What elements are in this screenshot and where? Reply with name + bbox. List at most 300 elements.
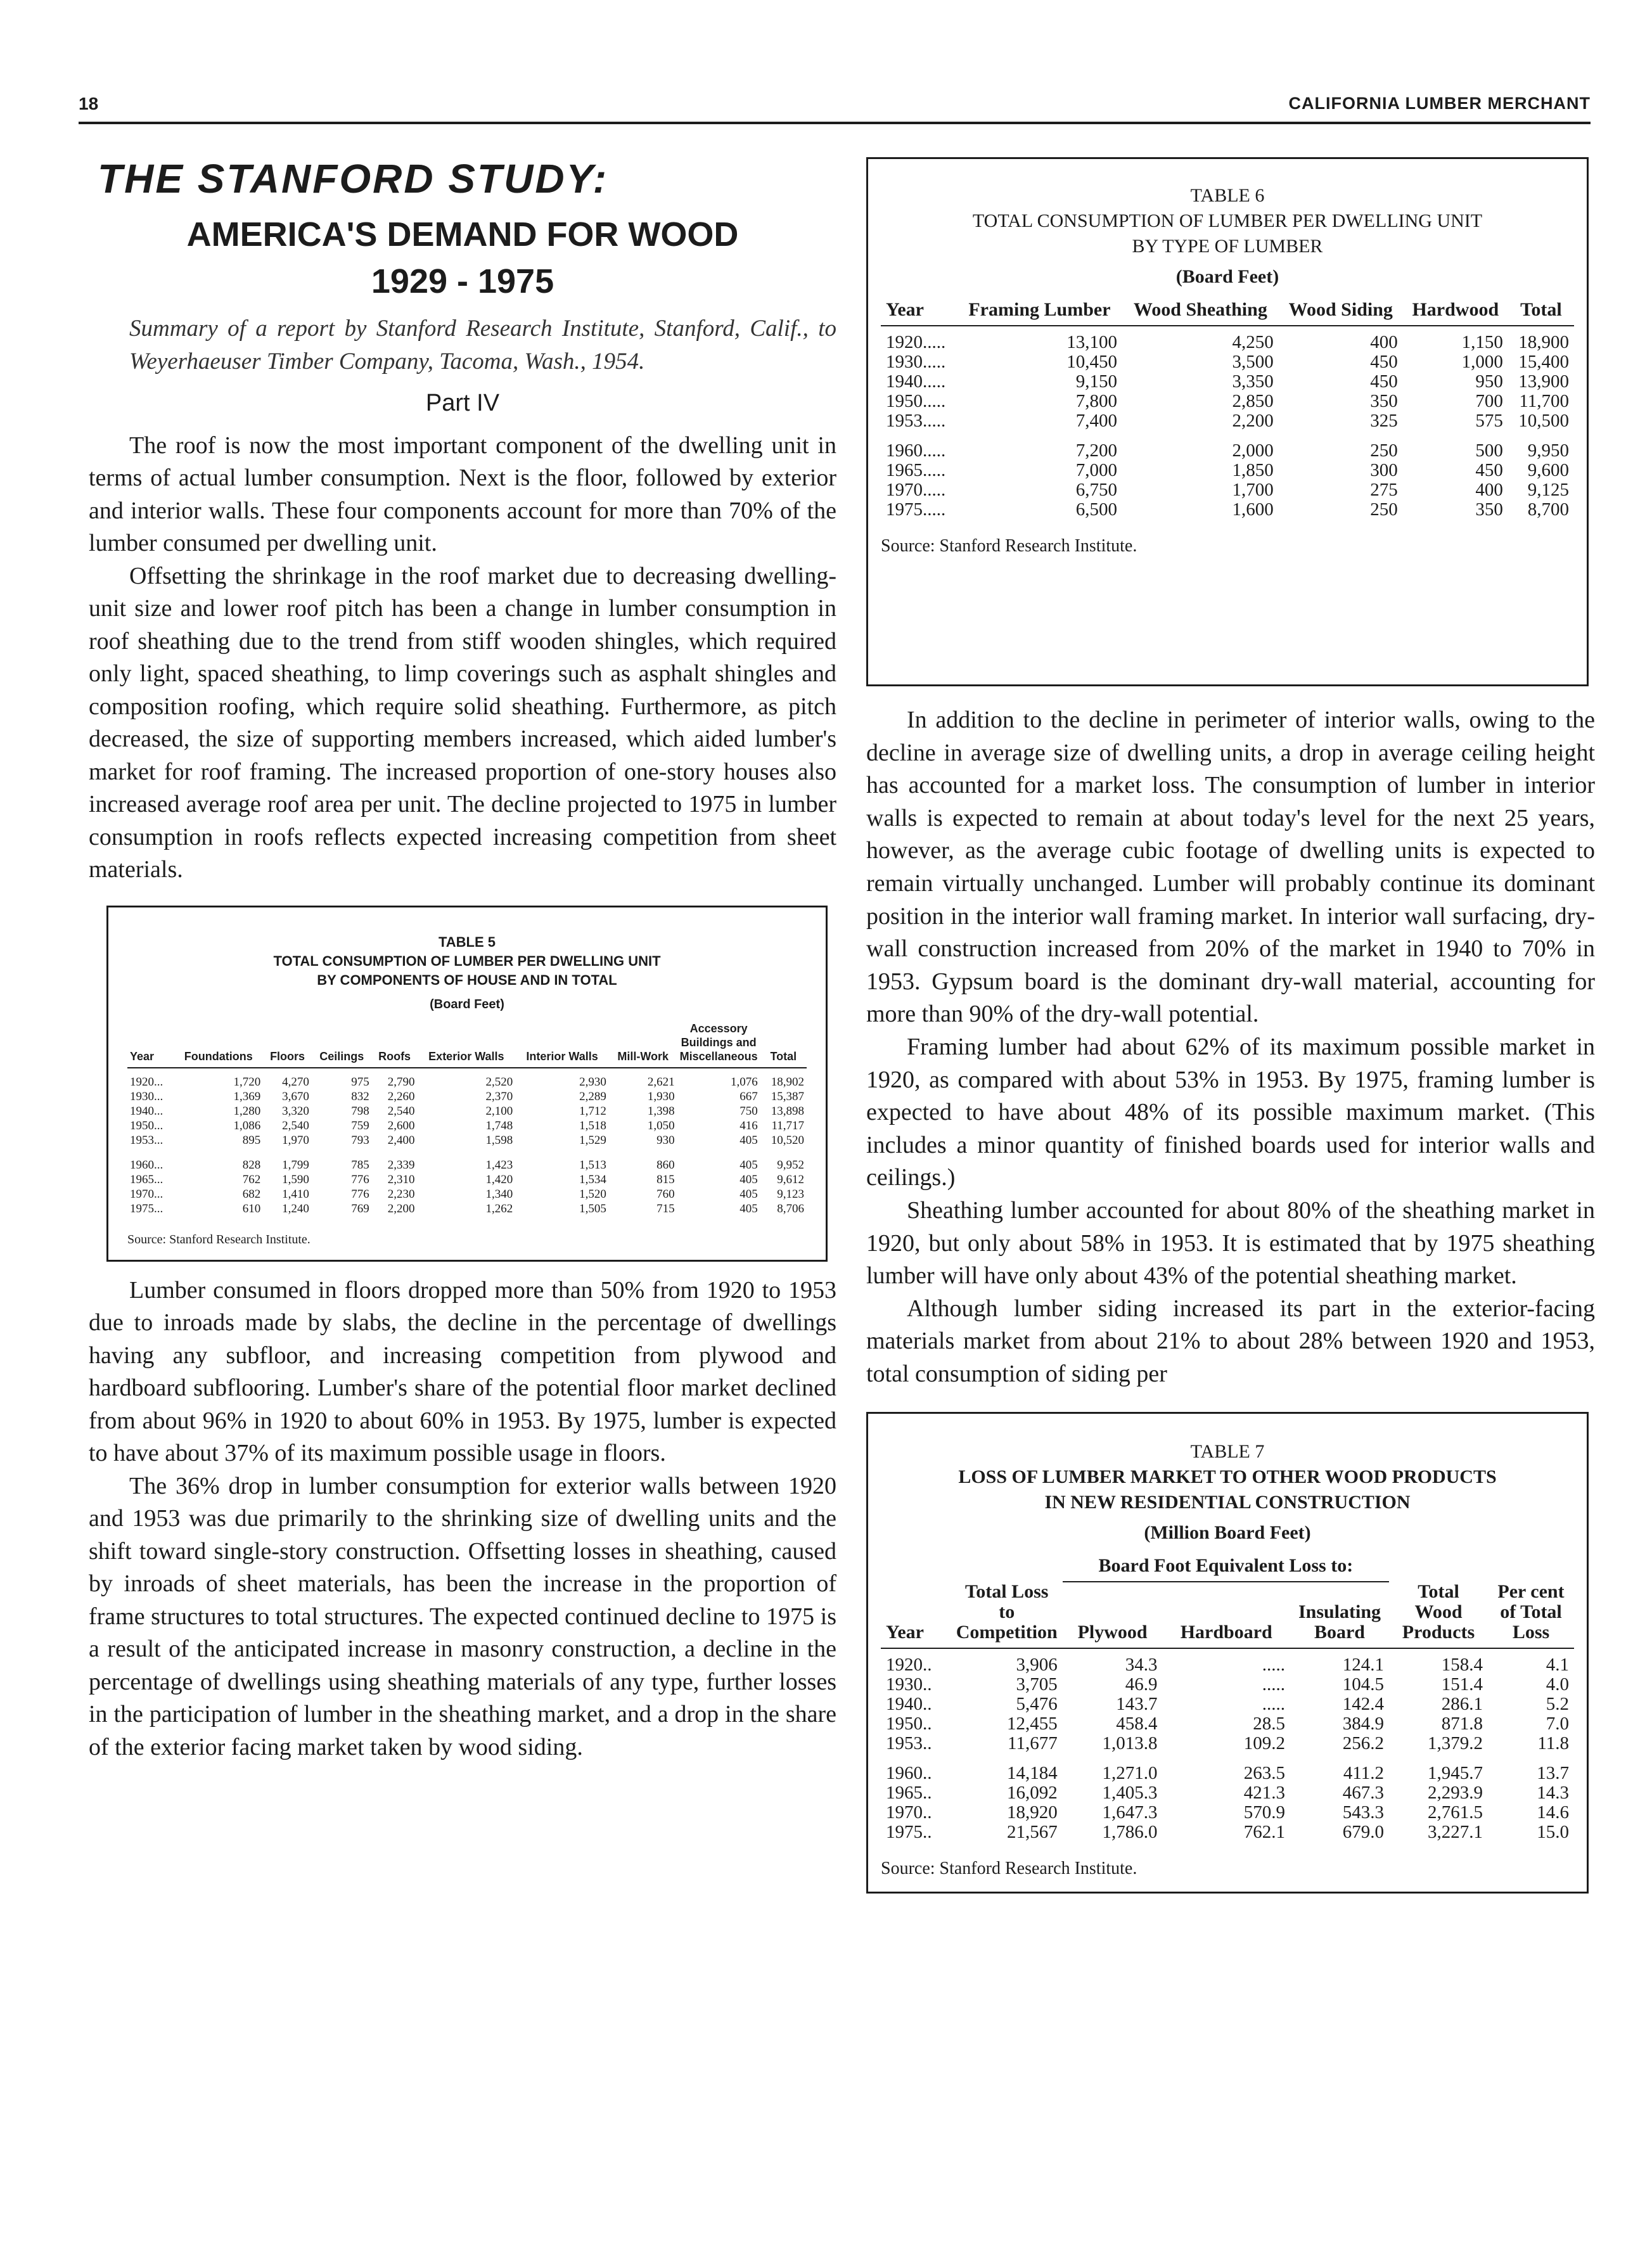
header-rule [79, 122, 1591, 124]
table-row [881, 1714, 1574, 1734]
table-cell: 467.3 [1342, 1783, 1384, 1804]
column-header: Year [881, 300, 957, 326]
row-year: 1950..... [886, 391, 946, 411]
table-cell: 9,600 [1527, 460, 1569, 480]
row-year: 1950... [130, 1118, 163, 1132]
table-cell: 11.8 [1537, 1733, 1569, 1754]
table-7-header-row [881, 1582, 1574, 1648]
table-row [127, 1133, 807, 1148]
table-6-box [866, 157, 1589, 686]
table-cell: 1,369 [233, 1089, 261, 1103]
column-header: Ceilings [312, 1022, 372, 1068]
table-cell: 500 [1475, 440, 1503, 461]
table-cell: 1,423 [485, 1158, 513, 1172]
table-cell: 2,540 [282, 1118, 309, 1132]
table-cell: 28.5 [1253, 1714, 1285, 1734]
table-cell: 10,500 [1518, 411, 1569, 431]
row-year: 1960.. [886, 1763, 932, 1784]
table-cell: 815 [656, 1172, 675, 1186]
table-cell: 895 [242, 1133, 261, 1147]
table-row [881, 1734, 1574, 1753]
table-row [127, 1202, 807, 1216]
row-year: 1930... [130, 1089, 163, 1103]
table-row [127, 1089, 807, 1104]
column-header: Wood Sheathing [1122, 300, 1279, 326]
column-header: Wood Siding [1279, 300, 1403, 326]
table-5-unit: (Board Feet) [430, 997, 504, 1011]
table-cell: 11,717 [771, 1118, 804, 1132]
table-cell: 769 [351, 1202, 369, 1215]
table-cell: 275 [1370, 480, 1398, 500]
table-6-body [881, 326, 1574, 520]
column-header: Floors [263, 1022, 312, 1068]
table-cell: 1,529 [579, 1133, 606, 1147]
row-year: 1920... [130, 1075, 163, 1089]
table-cell: 2,200 [1232, 411, 1274, 431]
table-cell: 1,598 [485, 1133, 513, 1147]
row-year: 1953..... [886, 411, 946, 431]
table-cell: 109.2 [1243, 1733, 1285, 1754]
table-cell: 450 [1370, 371, 1398, 392]
table-cell: 10,520 [771, 1133, 804, 1147]
table-cell: 2,930 [579, 1075, 606, 1089]
table-cell: 762.1 [1243, 1822, 1285, 1843]
table-cell: 1,000 [1461, 352, 1503, 372]
table-cell: 2,293.9 [1428, 1783, 1483, 1804]
body-paragraph: Offsetting the shrinkage in the roof market due to decreasing dwelling-unit size and lower roof pitch has been a change in lumber consumption in roof sheathing due to the trend from stiff wooden shingles, which required only light, spaced sheathing, to limp coverings such as asphalt shingles and composition roofing, which require solid sheathing. Furthermore, as pitch decreased, the size of supporting members increased, which aided lumber's market for roof framing. The increased proportion of one-story houses also increased average roof area per unit. The decline projected to 1975 in lumber consumption in roofs reflects expected increasing competition from sheet materials. [89, 562, 836, 883]
table-cell: 975 [351, 1075, 369, 1089]
page-number: 18 [79, 94, 99, 113]
column-header: Year [881, 1582, 951, 1648]
table-cell: 2,370 [485, 1089, 513, 1103]
body-paragraph: The 36% drop in lumber consumption for exterior walls between 1920 and 1953 was due primarily to the shrinking size of dwelling units and the shift toward single-story construction. Offsetting losses in sheathing, caused by inroads of sheet materials, has been the increase in the proportion of frame structures to total structures. The expected continued decline to 1975 is a result of the anticipated increase in masonry construction, a decline in the percentage of dwellings using sheathing materials of any type, further losses in the participation of lumber in the sheathing market, and a drop in the share of the exterior facing market taken by wood siding. [89, 1472, 836, 1760]
table-cell: 15.0 [1537, 1822, 1569, 1843]
table-row [881, 500, 1574, 520]
body-paragraph: Although lumber siding increased its part in the exterior-facing materials market from about 21% to about 28% between 1920 and 1953, total consumption of siding per [866, 1295, 1595, 1387]
table-cell: 2,260 [387, 1089, 415, 1103]
table-cell: 1,271.0 [1102, 1763, 1158, 1784]
table-cell: 6,750 [1075, 480, 1118, 500]
table-row [127, 1104, 807, 1118]
row-year: 1965... [130, 1172, 163, 1186]
table-cell: 700 [1475, 391, 1503, 411]
body-paragraph: Lumber consumed in floors dropped more than 50% from 1920 to 1953 due to inroads made by slabs, the decline in the percentage of dwellings having any subfloor, and increasing competition from plywood and hardboard subflooring. Lumber's share of the potential floor market declined from about 96% in 1920 to about 60% in 1953. By 1975, lumber is expected to have about 37% of its maximum possible usage in floors. [89, 1276, 836, 1467]
table-5-label: TABLE 5 [438, 933, 496, 950]
row-year: 1920.. [886, 1655, 932, 1676]
row-year: 1953.. [886, 1733, 932, 1754]
table-cell: 4.1 [1546, 1655, 1569, 1676]
table-cell: 104.5 [1342, 1674, 1384, 1695]
table-row [881, 1675, 1574, 1695]
table-cell: 2,850 [1232, 391, 1274, 411]
table-cell: 15,387 [771, 1089, 804, 1103]
article-years: 1929 - 1975 [371, 262, 554, 300]
table-cell: 760 [656, 1187, 675, 1201]
table-cell: 350 [1370, 391, 1398, 411]
table-cell: 2,761.5 [1428, 1802, 1483, 1823]
table-cell: 871.8 [1441, 1714, 1483, 1734]
table-cell: 400 [1475, 480, 1503, 500]
table-cell: 1,262 [485, 1202, 513, 1215]
column-header: Total Wood Products [1389, 1582, 1488, 1648]
table-cell: 11,700 [1519, 391, 1569, 411]
row-year: 1975.. [886, 1822, 932, 1843]
table-cell: 1,513 [579, 1158, 606, 1172]
table-cell: 1,600 [1232, 499, 1274, 520]
table-cell: 6,500 [1075, 499, 1118, 520]
table-cell: 18,902 [771, 1075, 804, 1089]
column-header: Total [760, 1022, 807, 1068]
table-cell: 300 [1370, 460, 1398, 480]
table-cell: 7,800 [1075, 391, 1118, 411]
table-cell: 450 [1475, 460, 1503, 480]
table-cell: 9,123 [777, 1187, 804, 1201]
table-cell: 776 [351, 1187, 369, 1201]
table-cell: 1,799 [282, 1158, 309, 1172]
table-cell: 1,013.8 [1102, 1733, 1158, 1754]
table-row [881, 326, 1574, 352]
table-cell: 2,621 [647, 1075, 675, 1089]
body-paragraph: The roof is now the most important component of the dwelling unit in terms of actual lumber consumption. Next is the floor, followed by exterior and interior walls. These four components account for more than 70% of the lumber consumed per dwelling unit. [89, 432, 836, 557]
table-cell: 11,677 [1008, 1733, 1058, 1754]
table-cell: 2,400 [387, 1133, 415, 1147]
table-5-title-line-2: BY COMPONENTS OF HOUSE AND IN TOTAL [317, 971, 617, 988]
table-cell: 1,150 [1461, 332, 1503, 352]
column-header: Insulating Board [1290, 1582, 1389, 1648]
table-cell: 2,600 [387, 1118, 415, 1132]
table-cell: 3,350 [1232, 371, 1274, 392]
table-cell: 400 [1370, 332, 1398, 352]
table-row [881, 411, 1574, 431]
table-cell: 1,398 [647, 1104, 675, 1118]
table-cell: 2,100 [485, 1104, 513, 1118]
table-cell: 3,500 [1232, 352, 1274, 372]
table-row [881, 1695, 1574, 1714]
left-column [89, 139, 836, 1764]
table-cell: 1,647.3 [1102, 1802, 1158, 1823]
table-cell: 832 [351, 1089, 369, 1103]
table-cell: ..... [1262, 1694, 1285, 1715]
table-cell: 1,534 [579, 1172, 606, 1186]
table-5-header-row [127, 1022, 807, 1068]
table-cell: 34.3 [1125, 1655, 1158, 1676]
row-year: 1920..... [886, 332, 946, 352]
row-year: 1965.. [886, 1783, 932, 1804]
table-cell: 286.1 [1441, 1694, 1483, 1715]
table-cell: 930 [656, 1133, 675, 1147]
table-cell: 759 [351, 1118, 369, 1132]
table-cell: 1,505 [579, 1202, 606, 1215]
table-cell: 1,970 [282, 1133, 309, 1147]
table-cell: 405 [740, 1158, 758, 1172]
table-row [127, 1068, 807, 1089]
table-cell: 450 [1370, 352, 1398, 372]
row-year: 1950.. [886, 1714, 932, 1734]
right-column [866, 157, 1595, 1894]
table-cell: 1,786.0 [1102, 1822, 1158, 1843]
table-cell: 384.9 [1342, 1714, 1384, 1734]
row-year: 1940..... [886, 371, 946, 392]
table-5-box [106, 906, 828, 1262]
table-cell: 1,850 [1232, 460, 1274, 480]
table-cell: 785 [351, 1158, 369, 1172]
table-cell: 411.2 [1343, 1763, 1384, 1784]
table-row [881, 1753, 1574, 1783]
table-6-title-line-2: BY TYPE OF LUMBER [1132, 236, 1323, 257]
column-header: Hardboard [1162, 1582, 1290, 1648]
table-cell: 793 [351, 1133, 369, 1147]
table-cell: 1,590 [282, 1172, 309, 1186]
article-headline: AMERICA'S DEMAND FOR WOOD [186, 215, 739, 253]
table-cell: 5,476 [1016, 1694, 1058, 1715]
table-cell: 3,227.1 [1428, 1822, 1483, 1843]
row-year: 1975... [130, 1202, 163, 1215]
table-row [881, 1823, 1574, 1842]
table-cell: 4,270 [282, 1075, 309, 1089]
table-cell: 1,700 [1232, 480, 1274, 500]
table-cell: 250 [1370, 499, 1398, 520]
table-cell: 2,230 [387, 1187, 415, 1201]
table-cell: 679.0 [1342, 1822, 1384, 1843]
table-cell: 16,092 [1006, 1783, 1058, 1804]
table-cell: 667 [740, 1089, 758, 1103]
column-header: Roofs [372, 1022, 418, 1068]
table-cell: 1,340 [485, 1187, 513, 1201]
table-7-unit: (Million Board Feet) [1144, 1522, 1311, 1544]
table-cell: 142.4 [1342, 1694, 1384, 1715]
row-year: 1970.. [886, 1802, 932, 1823]
table-cell: 7,200 [1075, 440, 1118, 461]
table-7-box [866, 1412, 1589, 1894]
row-year: 1975..... [886, 499, 946, 520]
table-cell: 18,900 [1518, 332, 1569, 352]
table-cell: ..... [1262, 1674, 1285, 1695]
table-row [881, 372, 1574, 392]
table-cell: 1,712 [579, 1104, 606, 1118]
table-cell: 7,000 [1075, 460, 1118, 480]
table-cell: 7.0 [1546, 1714, 1569, 1734]
table-cell: 9,125 [1527, 480, 1569, 500]
table-cell: 14.3 [1537, 1783, 1569, 1804]
table-cell: 828 [242, 1158, 261, 1172]
table-cell: 405 [740, 1202, 758, 1215]
table-cell: 21,567 [1006, 1822, 1058, 1843]
table-6-source: Source: Stanford Research Institute. [881, 536, 1137, 556]
table-cell: 12,455 [1006, 1714, 1058, 1734]
table-cell: 798 [351, 1104, 369, 1118]
table-row [881, 480, 1574, 500]
article-summary: Summary of a report by Stanford Research Institute, Stanford, Calif., to Weyerhaeuser Timber Company, Tacoma, Wash., 1954. [129, 315, 836, 375]
table-cell: 405 [740, 1133, 758, 1147]
table-cell: 2,200 [387, 1202, 415, 1215]
column-header: Plywood [1063, 1582, 1163, 1648]
table-cell: 325 [1370, 411, 1398, 431]
table-cell: 124.1 [1342, 1655, 1384, 1676]
table-cell: 3,320 [282, 1104, 309, 1118]
row-year: 1940.. [886, 1694, 932, 1715]
table-5-source: Source: Stanford Research Institute. [127, 1232, 311, 1247]
column-header: Mill-Work [609, 1022, 677, 1068]
table-7-source: Source: Stanford Research Institute. [881, 1859, 1137, 1879]
table-cell: 3,906 [1016, 1655, 1058, 1676]
table-cell: 1,720 [233, 1075, 261, 1089]
row-year: 1940... [130, 1104, 163, 1118]
column-header: Per cent of Total Loss [1488, 1582, 1574, 1648]
table-cell: 405 [740, 1172, 758, 1186]
table-cell: 2,540 [387, 1104, 415, 1118]
table-cell: 950 [1475, 371, 1503, 392]
row-year: 1970..... [886, 480, 946, 500]
table-cell: 1,518 [579, 1118, 606, 1132]
table-cell: 143.7 [1116, 1694, 1158, 1715]
table-cell: 1,050 [647, 1118, 675, 1132]
table-cell: 7,400 [1075, 411, 1118, 431]
table-cell: 570.9 [1243, 1802, 1285, 1823]
table-cell: 2,289 [579, 1089, 606, 1103]
table-cell: 10,450 [1066, 352, 1118, 372]
table-cell: 8,706 [777, 1202, 804, 1215]
table-cell: 9,952 [777, 1158, 804, 1172]
row-year: 1930.. [886, 1674, 932, 1695]
group-header: Board Foot Equivalent Loss to: [1063, 1556, 1389, 1582]
table-row [881, 1803, 1574, 1823]
table-cell: 4.0 [1546, 1674, 1569, 1695]
table-cell: 2,790 [387, 1075, 415, 1089]
table-cell: 13,898 [771, 1104, 804, 1118]
body-paragraph: Sheathing lumber accounted for about 80% of the sheathing market in 1920, but only about 58% in 1953. It is estimated that by 1975 sheathing lumber will have only about 43% of the potential sheathing market. [866, 1196, 1595, 1290]
table-7 [881, 1556, 1574, 1842]
table-row [127, 1148, 807, 1172]
column-header: Total [1508, 300, 1574, 326]
table-cell: 610 [242, 1202, 261, 1215]
table-cell: 9,612 [777, 1172, 804, 1186]
table-cell: 1,280 [233, 1104, 261, 1118]
table-cell: 1,240 [282, 1202, 309, 1215]
table-cell: 1,405.3 [1102, 1783, 1158, 1804]
table-row [881, 352, 1574, 372]
table-cell: 14,184 [1006, 1763, 1058, 1784]
table-cell: 416 [740, 1118, 758, 1132]
table-6-label: TABLE 6 [1190, 185, 1265, 206]
table-cell: 263.5 [1243, 1763, 1285, 1784]
table-cell: 750 [740, 1104, 758, 1118]
table-5 [127, 1022, 807, 1216]
table-cell: 256.2 [1342, 1733, 1384, 1754]
table-cell: 3,705 [1016, 1674, 1058, 1695]
body-paragraph: In addition to the decline in perimeter of interior walls, owing to the decline in average size of dwelling units, a drop in average ceiling height has accounted for a market loss. The consumption of lumber in interior walls is expected to remain at about today's level for the next 25 years, however, as the average cubic footage of dwelling units is expected to remain virtually unchanged. Lumber will probably continue its dominant position in the interior wall framing market. In interior wall surfacing, dry-wall construction increased from 20% of the market in 1940 to 70% in 1953. Gypsum board is the dominant dry-wall material, accounting for more than 90% of the dry-wall potential. [866, 707, 1595, 1028]
table-cell: 9,950 [1527, 440, 1569, 461]
table-cell: 9,150 [1075, 371, 1118, 392]
table-row [127, 1187, 807, 1202]
table-cell: 1,410 [282, 1187, 309, 1201]
table-6-header-row [881, 300, 1574, 326]
table-row [881, 461, 1574, 480]
table-cell: 158.4 [1441, 1655, 1483, 1676]
table-cell: 1,379.2 [1428, 1733, 1483, 1754]
row-year: 1930..... [886, 352, 946, 372]
column-header: Total Loss to Competition [951, 1582, 1063, 1648]
table-cell: 14.6 [1537, 1802, 1569, 1823]
table-cell: 860 [656, 1158, 675, 1172]
table-cell: 682 [242, 1187, 261, 1201]
table-row [881, 431, 1574, 461]
magazine-title: CALIFORNIA LUMBER MERCHANT [1288, 94, 1591, 113]
row-year: 1953... [130, 1133, 163, 1147]
table-cell: ..... [1262, 1655, 1285, 1676]
table-cell: 1,520 [579, 1187, 606, 1201]
table-6-title-line-1: TOTAL CONSUMPTION OF LUMBER PER DWELLING UNIT [972, 210, 1483, 231]
table-5-body [127, 1068, 807, 1216]
table-7-label: TABLE 7 [1190, 1441, 1265, 1463]
table-row [881, 392, 1574, 411]
table-row [127, 1172, 807, 1187]
table-cell: 715 [656, 1202, 675, 1215]
table-cell: 5.2 [1546, 1694, 1569, 1715]
table-row [127, 1118, 807, 1133]
table-cell: 1,930 [647, 1089, 675, 1103]
row-year: 1965..... [886, 460, 946, 480]
table-cell: 4,250 [1232, 332, 1274, 352]
table-cell: 543.3 [1342, 1802, 1384, 1823]
table-cell: 13,900 [1518, 371, 1569, 392]
table-cell: 421.3 [1243, 1783, 1285, 1804]
table-7-title-line-2: IN NEW RESIDENTIAL CONSTRUCTION [1044, 1492, 1411, 1513]
table-7-body [881, 1648, 1574, 1842]
table-cell: 2,000 [1232, 440, 1274, 461]
table-6 [881, 300, 1574, 520]
column-header: Year [127, 1022, 174, 1068]
row-year: 1960..... [886, 440, 946, 461]
table-cell: 1,945.7 [1428, 1763, 1483, 1784]
body-paragraph: Framing lumber had about 62% of its maximum possible market in 1920, as compared with about 53% in 1953. By 1975, framing lumber is expected to have about 48% of its possible maximum market. (This includes a minor quantity of finished boards used for interior walls and ceilings.) [866, 1033, 1595, 1191]
table-6-unit: (Board Feet) [1175, 266, 1279, 287]
table-cell: 1,420 [485, 1172, 513, 1186]
table-cell: 2,339 [387, 1158, 415, 1172]
column-header: Framing Lumber [957, 300, 1122, 326]
table-cell: 13,100 [1066, 332, 1118, 352]
table-cell: 151.4 [1441, 1674, 1483, 1695]
row-year: 1960... [130, 1158, 163, 1172]
table-7-title-line-1: LOSS OF LUMBER MARKET TO OTHER WOOD PRODUCTS [958, 1466, 1497, 1488]
table-cell: 2,310 [387, 1172, 415, 1186]
table-5-title-line-1: TOTAL CONSUMPTION OF LUMBER PER DWELLING UNIT [273, 952, 661, 969]
table-cell: 405 [740, 1187, 758, 1201]
table-cell: 3,670 [282, 1089, 309, 1103]
column-header: Hardwood [1403, 300, 1508, 326]
table-cell: 458.4 [1116, 1714, 1158, 1734]
article-part: Part IV [425, 389, 500, 416]
article-kicker: THE STANFORD STUDY: [98, 156, 609, 202]
table-cell: 575 [1475, 411, 1503, 431]
table-cell: 350 [1475, 499, 1503, 520]
table-cell: 13.7 [1537, 1763, 1569, 1784]
row-year: 1970... [130, 1187, 163, 1201]
table-cell: 762 [242, 1172, 261, 1186]
table-row [881, 1783, 1574, 1803]
table-cell: 776 [351, 1172, 369, 1186]
column-header: Exterior Walls [417, 1022, 515, 1068]
table-cell: 1,086 [233, 1118, 261, 1132]
table-row [881, 1648, 1574, 1675]
table-cell: 15,400 [1518, 352, 1569, 372]
table-cell: 46.9 [1125, 1674, 1158, 1695]
table-7-group-header-row [881, 1556, 1574, 1582]
column-header: Foundations [174, 1022, 263, 1068]
table-cell: 8,700 [1527, 499, 1569, 520]
column-header: Accessory Buildings and Miscellaneous [677, 1022, 760, 1068]
table-cell: 1,748 [485, 1118, 513, 1132]
table-cell: 2,520 [485, 1075, 513, 1089]
